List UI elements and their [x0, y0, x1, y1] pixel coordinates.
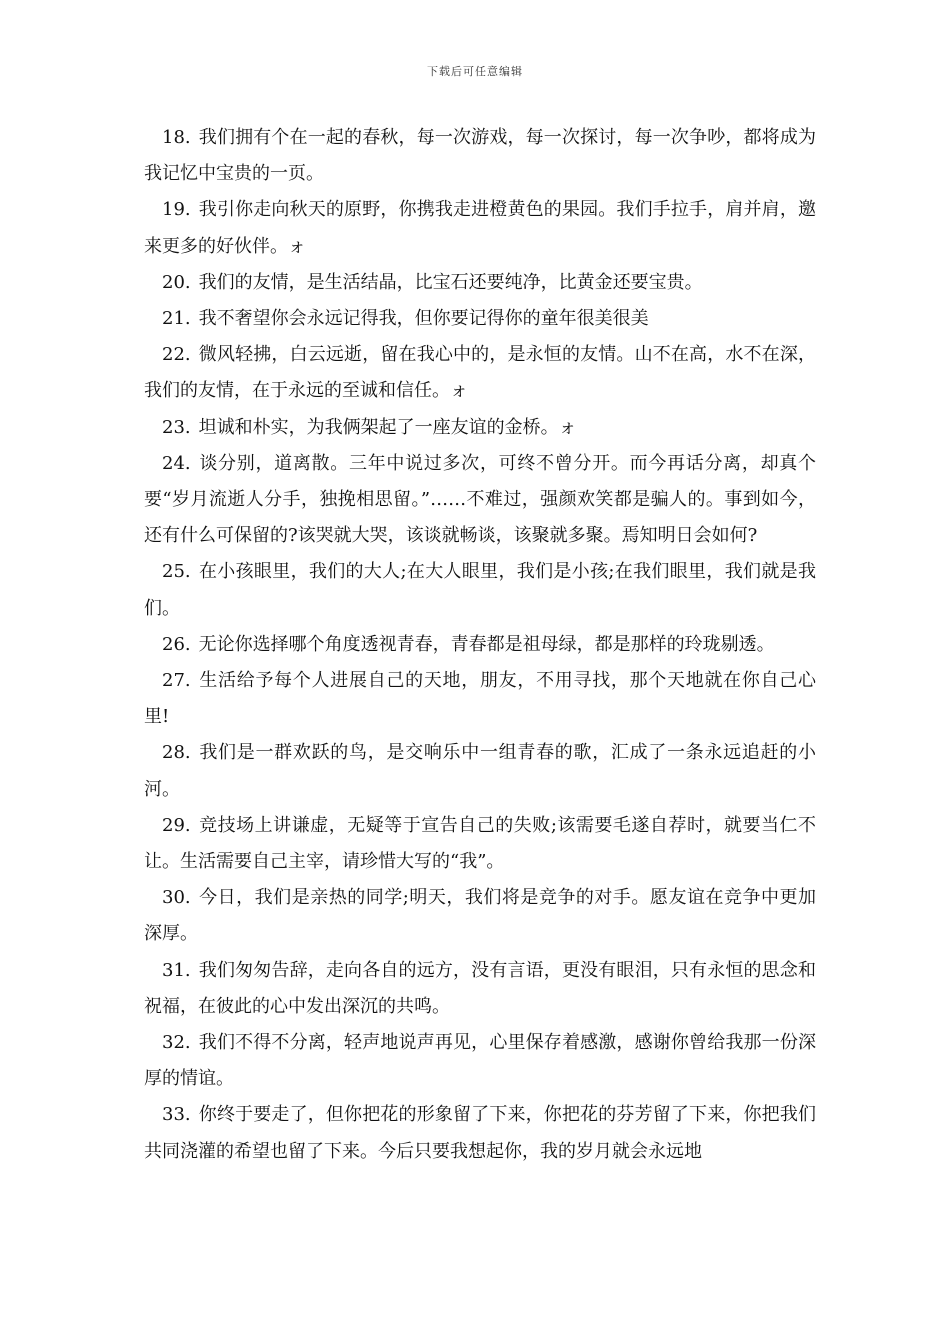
- item-text: 我引你走向秋天的原野，你携我走进橙黄色的果园。我们手拉手，肩并肩，邀来更多的好伙伴。ォ: [144, 199, 816, 257]
- item-text: 我们是一群欢跃的鸟，是交响乐中一组青春的歌，汇成了一条永远追赶的小河。: [144, 742, 816, 800]
- list-item: [144, 554, 816, 626]
- list-item: [144, 120, 816, 192]
- list-item: [144, 663, 816, 735]
- item-number: 19.: [162, 199, 191, 221]
- item-number: 25.: [162, 561, 191, 583]
- item-text: 我不奢望你会永远记得我，但你要记得你的童年很美很美: [198, 308, 649, 330]
- list-item: [144, 265, 816, 301]
- list-item: [144, 735, 816, 807]
- document-body: [144, 120, 816, 1170]
- item-number: 22.: [162, 344, 191, 366]
- item-text: 我们匆匆告辞，走向各自的远方，没有言语，更没有眼泪，只有永恒的思念和祝福，在彼此的心中发出深沉的共鸣。: [144, 959, 816, 1017]
- item-number: 23.: [162, 416, 191, 438]
- item-text: 谈分别，道离散。三年中说过多次，可终不曾分开。而今再话分离，却真个要“岁月流逝人分手，独挽相思留。”……不难过，强颜欢笑都是骗人的。事到如今，还有什么可保留的?该哭就大哭，该谈就畅谈，该聚就多聚。焉知明日会如何?: [144, 452, 816, 547]
- item-text: 微风轻拂，白云远逝，留在我心中的，是永恒的友情。山不在高，水不在深，我们的友情，在于永远的至诚和信任。ォ: [144, 344, 816, 402]
- item-text: 你终于要走了，但你把花的形象留了下来，你把花的芬芳留了下来，你把我们共同浇灌的希望也留了下来。今后只要我想起你，我的岁月就会永远地: [144, 1104, 816, 1162]
- item-text: 生活给予每个人进展自己的天地，朋友，不用寻找，那个天地就在你自己心里!: [144, 670, 816, 728]
- item-text: 我们拥有个在一起的春秋，每一次游戏，每一次探讨，每一次争吵，都将成为我记忆中宝贵的一页。: [144, 127, 816, 185]
- item-text: 无论你选择哪个角度透视青春，青春都是祖母绿，都是那样的玲珑剔透。: [198, 633, 775, 655]
- item-number: 20.: [162, 271, 191, 293]
- list-item: [144, 301, 816, 337]
- item-number: 18.: [162, 127, 191, 148]
- item-number: 26.: [162, 633, 191, 655]
- list-item: [144, 337, 816, 409]
- list-item: [144, 627, 816, 663]
- item-number: 31.: [162, 959, 191, 981]
- list-item: [144, 953, 816, 1025]
- page-header: 下载后可任意编辑: [427, 65, 523, 78]
- item-number: 27.: [162, 670, 191, 692]
- item-text: 在小孩眼里，我们的大人;在大人眼里，我们是小孩;在我们眼里，我们就是我们。: [144, 561, 816, 619]
- list-item: [144, 808, 816, 880]
- list-item: [144, 1025, 816, 1097]
- item-text: 今日，我们是亲热的同学;明天，我们将是竞争的对手。愿友谊在竞争中更加深厚。: [144, 887, 816, 945]
- item-number: 32.: [162, 1032, 191, 1054]
- list-item: [144, 410, 816, 446]
- list-item: [144, 192, 816, 264]
- item-text: 我们的友情，是生活结晶，比宝石还要纯净，比黄金还要宝贵。: [198, 271, 703, 293]
- item-text: 竞技场上讲谦虚，无疑等于宣告自己的失败;该需要毛遂自荐时，就要当仁不让。生活需要自己主宰，请珍惜大写的“我”。: [144, 814, 816, 873]
- list-item: [144, 446, 816, 555]
- item-number: 21.: [162, 308, 191, 330]
- item-number: 28.: [162, 742, 191, 764]
- item-number: 29.: [162, 814, 191, 836]
- list-item: [144, 1097, 816, 1169]
- list-item: [144, 880, 816, 952]
- item-number: 24.: [162, 452, 191, 474]
- item-number: 33.: [162, 1104, 191, 1126]
- item-text: 坦诚和朴实，为我俩架起了一座友谊的金桥。ォ: [198, 416, 577, 438]
- item-text: 我们不得不分离，轻声地说声再见，心里保存着感激，感谢你曾给我那一份深厚的情谊。: [144, 1032, 816, 1090]
- item-number: 30.: [162, 887, 191, 909]
